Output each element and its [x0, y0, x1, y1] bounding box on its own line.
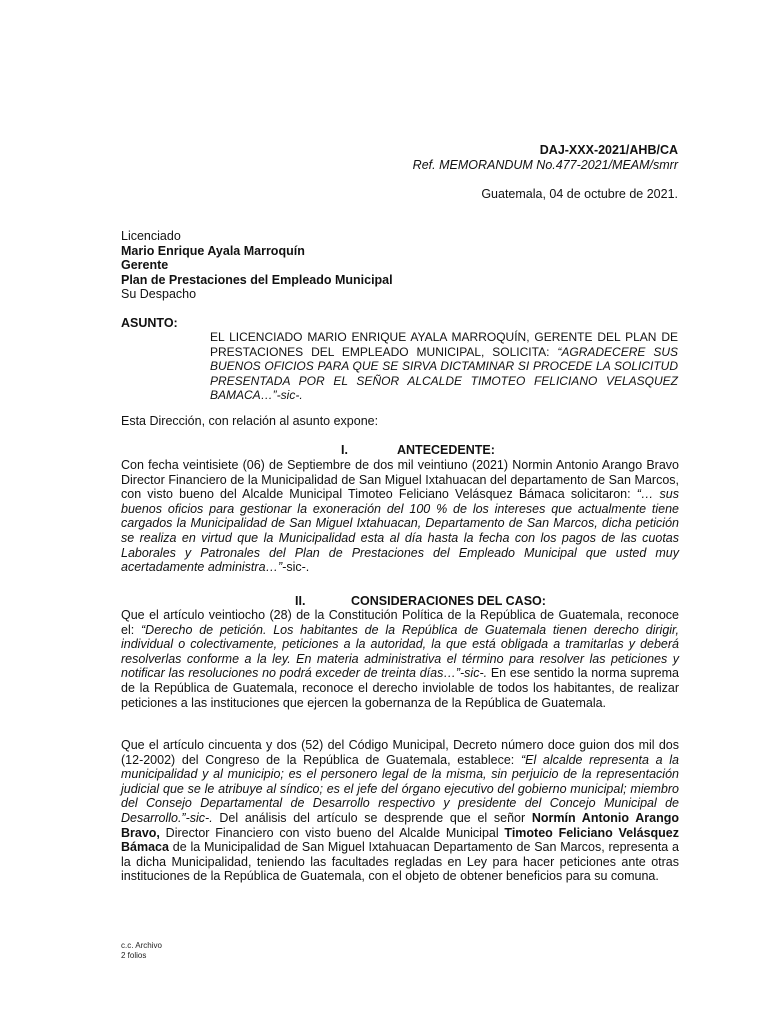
section-number: I. [341, 443, 348, 457]
person-name-director: Normín Antonio Arango Bravo, [121, 810, 679, 840]
recipient-block [121, 229, 393, 302]
document-date: Guatemala, 04 de octubre de 2021. [481, 187, 678, 201]
paragraph-text: En ese sentido la norma suprema de la República de Guatemala, reconoce el derecho inviolable de todos los habitantes, de realizar peticiones a las instituciones que ejercen la gobernanza de la República de Guatemala. [121, 666, 679, 710]
footer-folios: 2 folios [121, 951, 147, 960]
footer-notes [121, 941, 162, 961]
asunto-plain: EL LICENCIADO MARIO ENRIQUE AYALA MARROQUÍN, GERENTE DEL PLAN DE PRESTACIONES DEL EMPLEADO MUNICIPAL, SOLICITA: [210, 330, 678, 359]
paragraph-quote: “Derecho de petición. Los habitantes de la República de Guatemala tienen derecho dirigir, individual o colectivamente, peticiones a la autoridad, la que está obligada a tramitarlas y deberá resolverlas conforme a la ley. En materia administrativa el término para resolver las peticiones y notificar las resoluciones no podrá exceder de treinta días…”-sic-. [121, 622, 679, 681]
recipient-name: Mario Enrique Ayala Marroquín [121, 243, 305, 258]
recipient-position: Gerente [121, 258, 169, 273]
paragraph-text: -sic-. [282, 560, 310, 575]
paragraph-quote: “… sus buenos oficios para gestionar la exoneración del 100 % de los intereses que actualmente tiene cargados la Municipalidad de San Miguel Ixtahuacan, Departamento de San Marcos, dicha petición se realiza en virtud que la Municipalidad esta al día hasta la fecha con los pagos de las cuotas Laborales y Patronales del Plan de Prestaciones del Empleado Municipal que usted muy acertadamente administra…” [121, 487, 679, 575]
section-number: II. [295, 594, 306, 608]
person-name-alcalde: Timoteo Feliciano Velásquez Bámaca [121, 825, 679, 855]
reference-code: DAJ-XXX-2021/AHB/CA [539, 143, 678, 157]
section-title: CONSIDERACIONES DEL CASO: [351, 594, 546, 608]
paragraph-antecedente [121, 458, 679, 575]
paragraph-articulo-28 [121, 608, 679, 710]
paragraph-text: Que el artículo cincuenta y dos (52) del Código Municipal, Decreto número doce guion dos mil dos (12-2002) del Congreso de la República de Guatemala, establece: [121, 738, 679, 767]
paragraph-articulo-52 [121, 738, 679, 884]
section-heading-antecedente [341, 443, 495, 457]
paragraph-text: Con fecha veintisiete (06) de Septiembre de dos mil veintiuno (2021) Normin Antonio Arango Bravo Director Financiero de la Municipalidad de San Miguel Ixtahuacan del departamento de San Marcos, con visto bueno del Alcalde Municipal Timoteo Feliciano Velásquez Bámaca solicitaron: [121, 458, 679, 502]
recipient-organization: Plan de Prestaciones del Empleado Municipal [121, 272, 393, 287]
recipient-closing: Su Despacho [121, 287, 197, 302]
paragraph-text: Que el artículo veintiocho (28) de la Constitución Política de la República de Guatemala, reconoce el: [121, 608, 679, 637]
asunto-text [210, 330, 678, 403]
paragraph-quote: “El alcalde representa a la municipalidad y al municipio; es el personero legal de la misma, sin perjuicio de la representación judicial que se le atribuye al síndico; es el jefe del órgano ejecutivo del gobierno municipal; miembro del Consejo Departamental de Desarrollo respectivo y presidente del Concejo Municipal de Desarrollo.”-sic-. [121, 752, 679, 825]
footer-copy: c.c. Archivo [121, 941, 162, 950]
paragraph-text: de la Municipalidad de San Miguel Ixtahuacan Departamento de San Marcos, representa a la dicha Municipalidad, teniendo las facultades regladas en Ley para hacer peticiones ante otras instituciones de la República de Guatemala, con el objeto de obtener beneficios para su comuna. [121, 840, 679, 884]
section-heading-consideraciones [295, 594, 546, 608]
section-title: ANTECEDENTE: [397, 443, 495, 457]
paragraph-text: Director Financiero con visto bueno del Alcalde Municipal [159, 825, 505, 840]
intro-text: Esta Dirección, con relación al asunto expone: [121, 414, 379, 428]
asunto-quote: “AGRADECERE SUS BUENOS OFICIOS PARA QUE SE SIRVA DICTAMINAR SI PROCEDE LA SOLICITUD PRESENTADA POR EL SEÑOR ALCALDE TIMOTEO FELICIANO VELASQUEZ BAMACA…”-sic-. [210, 344, 678, 403]
recipient-title: Licenciado [121, 229, 181, 243]
asunto-label: ASUNTO: [121, 316, 178, 330]
paragraph-text: Del análisis del artículo se desprende que el señor [212, 810, 532, 825]
reference-memorandum: Ref. MEMORANDUM No.477-2021/MEAM/smrr [412, 158, 678, 172]
